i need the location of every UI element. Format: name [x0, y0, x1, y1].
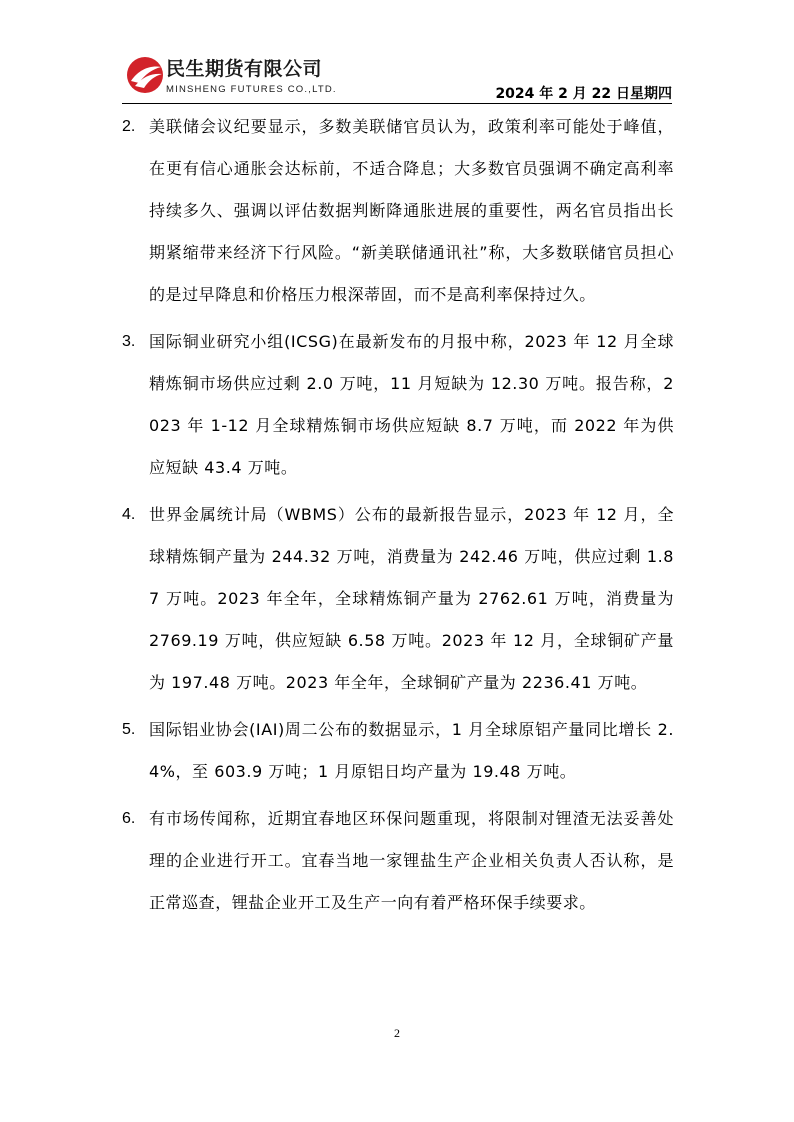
company-logo	[122, 52, 372, 100]
page-number: 2	[394, 1026, 400, 1040]
item-text: 美联储会议纪要显示，多数美联储官员认为，政策利率可能处于峰值，在更有信心通胀会达标前，不适合降息；大多数官员强调不确定高利率持续多久、强调以评估数据判断降通胀进展的重要性，两名官员指出长期紧缩带来经济下行风险。“新美联储通讯社”称，大多数联储官员担心的是过早降息和价格压力根深蒂固，而不是高利率保持过久。	[149, 117, 674, 304]
item-text: 有市场传闻称，近期宜春地区环保问题重现，将限制对锂渣无法妥善处理的企业进行开工。宜春当地一家锂盐生产企业相关负责人否认称，是正常巡查，锂盐企业开工及生产一向有着严格环保手续要求。	[149, 809, 674, 912]
news-item	[122, 494, 674, 704]
item-number: 6.	[122, 810, 136, 827]
news-item	[122, 798, 674, 924]
header-date: 2024 年 2 月 22 日星期四	[495, 86, 672, 102]
news-item	[122, 321, 674, 489]
news-list	[122, 106, 674, 929]
company-name-en: MINSHENG FUTURES CO.,LTD.	[166, 84, 337, 95]
news-item	[122, 106, 674, 316]
minsheng-logo-icon	[125, 55, 165, 95]
item-number: 4.	[122, 506, 136, 523]
item-number: 3.	[122, 333, 136, 350]
item-text: 世界金属统计局（WBMS）公布的最新报告显示，2023 年 12 月，全球精炼铜产量为 244.32 万吨，消费量为 242.46 万吨，供应过剩 1.87 万吨。2023 年全年，全球精炼铜产量为 2762.61 万吨，消费量为 2769.19 万吨，供应短缺 6.58 万吨。2023 年 12 月，全球铜矿产量为 197.48 万吨。2023 年全年，全球铜矿产量为 2236.41 万吨。	[149, 505, 674, 692]
page-header	[122, 52, 672, 102]
item-number: 2.	[122, 118, 136, 135]
company-name-cn: 民生期货有限公司	[166, 58, 323, 80]
news-item	[122, 709, 674, 793]
item-text: 国际铜业研究小组(ICSG)在最新发布的月报中称，2023 年 12 月全球精炼铜市场供应过剩 2.0 万吨，11 月短缺为 12.30 万吨。报告称，2023 年 1-12 月全球精炼铜市场供应短缺 8.7 万吨，而 2022 年为供应短缺 43.4 万吨。	[149, 332, 674, 477]
item-text: 国际铝业协会(IAI)周二公布的数据显示，1 月全球原铝产量同比增长 2.4%，至 603.9 万吨；1 月原铝日均产量为 19.48 万吨。	[149, 720, 674, 781]
header-divider	[122, 103, 672, 104]
item-number: 5.	[122, 721, 136, 738]
